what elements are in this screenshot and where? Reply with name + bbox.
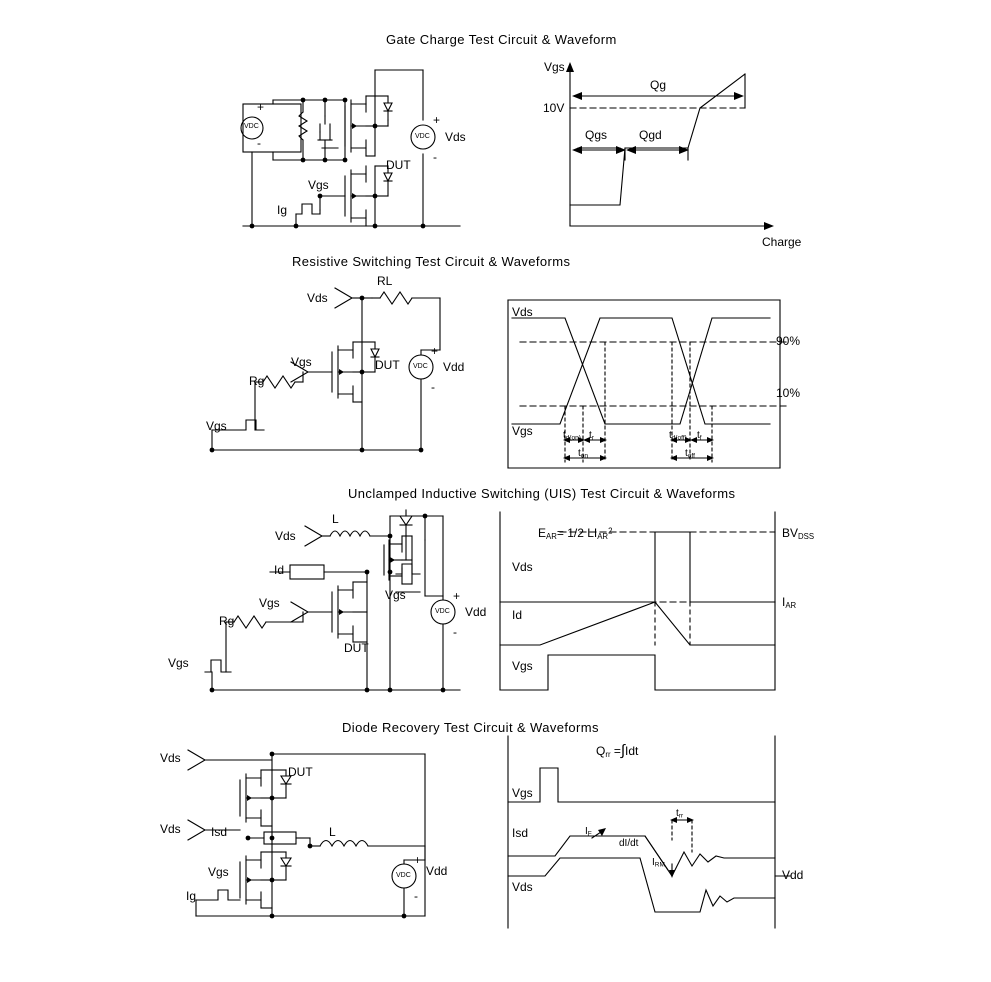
label-vgs-3: Vgs bbox=[259, 596, 280, 610]
section-title-diode-recovery: Diode Recovery Test Circuit & Waveforms bbox=[342, 720, 599, 735]
label-l-1: L bbox=[332, 512, 339, 526]
label-trr: $t_{rr}$ bbox=[676, 808, 684, 820]
label-minus-1: - bbox=[257, 136, 261, 150]
label-vdc-source-2: VDC bbox=[415, 133, 430, 140]
label-vgs-1: Vgs bbox=[308, 178, 329, 192]
label-vdc-source-5: VDC bbox=[396, 872, 411, 879]
label-didt: dI/dt bbox=[619, 838, 639, 849]
label-minus-2: - bbox=[433, 150, 437, 164]
label-rg-2: Rg bbox=[219, 614, 235, 628]
label-ig-1: Ig bbox=[277, 203, 288, 217]
label-vdd-2: Vdd bbox=[465, 605, 487, 619]
label-vds-2: Vds bbox=[307, 291, 328, 305]
label-vds-3: Vds bbox=[275, 529, 296, 543]
label-vgs-wave-3: Vgs bbox=[512, 659, 533, 673]
label-ton: $t_{on}$ bbox=[578, 448, 589, 460]
label-vgs-axis-1: Vgs bbox=[544, 60, 565, 74]
label-irm: $I_{RM}$ bbox=[652, 857, 665, 869]
label-qg: Qg bbox=[650, 78, 667, 92]
label-toff: $t_{off}$ bbox=[685, 448, 695, 460]
label-vdd-1: Vdd bbox=[443, 360, 465, 374]
label-iar: $I_{AR}$ bbox=[782, 595, 797, 610]
label-tr: $t_r$ bbox=[589, 430, 594, 442]
label-vgs-src-2: Vgs bbox=[206, 419, 227, 433]
label-vgs-wave-4: Vgs bbox=[512, 786, 533, 800]
label-plus-3: + bbox=[431, 344, 439, 358]
label-10v: 10V bbox=[543, 101, 565, 115]
label-ear-equation: $E_{AR}= 1/2$ $LI_{AR}^2$ bbox=[538, 526, 613, 541]
label-tf: $t_f$ bbox=[697, 430, 702, 442]
label-qrr-equation: $Q_{rr} =\int Idt$ bbox=[596, 742, 639, 759]
label-dut-3: DUT bbox=[344, 641, 369, 655]
label-dut-4: DUT bbox=[288, 765, 313, 779]
label-vds-wave-2: Vds bbox=[512, 305, 533, 319]
label-td-off: $t_{d(off)}$ bbox=[669, 430, 687, 442]
label-vdd-wave: Vdd bbox=[782, 868, 804, 882]
label-plus-5: + bbox=[414, 853, 422, 867]
section-title-gate-charge: Gate Charge Test Circuit & Waveform bbox=[386, 32, 617, 47]
label-vgs-wave-2: Vgs bbox=[512, 424, 533, 438]
label-isd-wave: Isd bbox=[512, 826, 529, 840]
label-vdc-source-1: VDC bbox=[244, 123, 259, 130]
section-title-uis: Unclamped Inductive Switching (UIS) Test Circuit & Waveforms bbox=[348, 486, 736, 501]
label-vgs-4: Vgs bbox=[208, 865, 229, 879]
label-bvdss: $BV_{DSS}$ bbox=[782, 526, 815, 541]
label-vdc-source-3: VDC bbox=[413, 363, 428, 370]
label-ig-2: Ig bbox=[186, 889, 197, 903]
label-vds-5: Vds bbox=[160, 822, 181, 836]
section-title-resistive-switching: Resistive Switching Test Circuit & Waveforms bbox=[292, 254, 571, 269]
label-qgs: Qgs bbox=[585, 128, 608, 142]
label-td-on: $t_{d(on)}$ bbox=[563, 430, 581, 442]
label-vds-1: Vds bbox=[445, 130, 466, 144]
label-minus-4: - bbox=[453, 625, 457, 639]
label-vds-4: Vds bbox=[160, 751, 181, 765]
label-10pct: 10% bbox=[776, 386, 801, 400]
label-plus-4: + bbox=[453, 589, 461, 603]
label-plus-1: + bbox=[257, 100, 265, 114]
label-qgd: Qgd bbox=[639, 128, 662, 142]
label-vds-wave-3: Vds bbox=[512, 560, 533, 574]
label-vgs-2: Vgs bbox=[291, 355, 312, 369]
label-vgs-inverted: Vgs bbox=[385, 588, 406, 602]
label-minus-3: - bbox=[431, 380, 435, 394]
label-rg-1: Rg bbox=[249, 374, 265, 388]
label-90pct: 90% bbox=[776, 334, 801, 348]
label-charge-axis: Charge bbox=[762, 235, 802, 249]
label-rl: RL bbox=[377, 274, 393, 288]
label-vds-wave-4: Vds bbox=[512, 880, 533, 894]
label-vdd-3: Vdd bbox=[426, 864, 448, 878]
label-id-1: Id bbox=[274, 563, 285, 577]
label-dut-2: DUT bbox=[375, 358, 400, 372]
label-id-wave: Id bbox=[512, 608, 523, 622]
label-l-2: L bbox=[329, 825, 336, 839]
label-if: $I_F$ bbox=[585, 826, 592, 838]
label-vgs-src-3: Vgs bbox=[168, 656, 189, 670]
label-vdc-source-4: VDC bbox=[435, 608, 450, 615]
label-dut-1: DUT bbox=[386, 158, 411, 172]
label-minus-5: - bbox=[414, 889, 418, 903]
label-plus-2: + bbox=[433, 113, 441, 127]
label-isd-1: Isd bbox=[211, 825, 228, 839]
